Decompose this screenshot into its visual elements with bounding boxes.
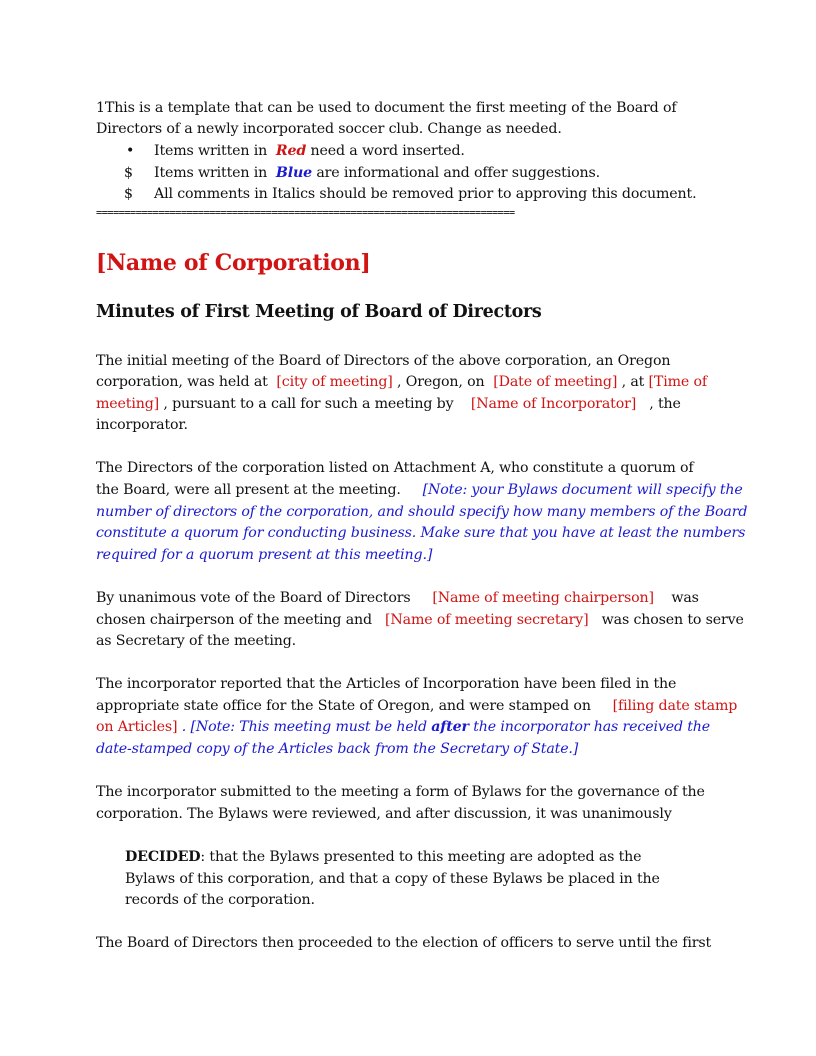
p5-line-1: The incorporator submitted to the meeting a form of Bylaws for the governance of the (96, 784, 705, 800)
p4-line-1: The incorporator reported that the Articles of Incorporation have been filed in the (96, 676, 677, 692)
bullet-dollar-icon: $ (124, 165, 134, 181)
p5-line-2: corporation. The Bylaws were reviewed, and after discussion, it was unanimously (96, 806, 672, 822)
corporation-title: [Name of Corporation] (96, 250, 371, 276)
p3-line-3: as Secretary of the meeting. (96, 633, 297, 649)
p4-line-3: on Articles] . [Note: This meeting must be held after the incorporator has received the (96, 719, 711, 735)
p2-line-1: The Directors of the corporation listed on Attachment A, who constitute a quorum of (96, 460, 694, 476)
p1-line-3: meeting] , pursuant to a call for such a meeting by [Name of Incorporator] , the (96, 396, 681, 412)
bullet-item-blue: Items written in Blue are informational and offer suggestions. (154, 165, 600, 181)
p2-line-5: required for a quorum present at this meeting.] (96, 547, 433, 563)
p1-line-2: corporation, was held at [city of meeting] , Oregon, on [Date of meeting] , at [Time of (96, 374, 708, 390)
decided-line-3: records of the corporation. (125, 892, 315, 908)
minutes-heading: Minutes of First Meeting of Board of Directors (96, 302, 542, 322)
separator-rule: ========================================================================== (96, 207, 515, 219)
decided-line-2: Bylaws of this corporation, and that a copy of these Bylaws be placed in the (125, 871, 660, 887)
p3-line-2: chosen chairperson of the meeting and [Name of meeting secretary] was chosen to serve (96, 612, 744, 628)
p4-line-2: appropriate state office for the State of Oregon, and were stamped on [filing date stamp (96, 698, 738, 714)
intro-line-1: 1This is a template that can be used to document the first meeting of the Board of (96, 100, 677, 116)
p2-line-4: constitute a quorum for conducting business. Make sure that you have at least the numbers (96, 525, 746, 541)
bullet-dollar-icon: $ (124, 186, 134, 202)
p2-line-3: number of directors of the corporation, and should specify how many members of the Board (96, 504, 748, 520)
p6-line-1: The Board of Directors then proceeded to the election of officers to serve until the first (96, 935, 712, 951)
p3-line-1: By unanimous vote of the Board of Directors [Name of meeting chairperson] was (96, 590, 699, 606)
bullet-dot-icon: • (126, 143, 135, 159)
intro-line-2: Directors of a newly incorporated soccer club. Change as needed. (96, 121, 562, 137)
decided-line-1: DECIDED: that the Bylaws presented to this meeting are adopted as the (125, 849, 642, 865)
p4-line-4: date-stamped copy of the Articles back from the Secretary of State.] (96, 741, 579, 757)
p2-line-2: the Board, were all present at the meeting. [Note: your Bylaws document will specify the (96, 482, 743, 498)
bullet-item-red: Items written in Red need a word inserted. (154, 143, 465, 159)
p1-line-1: The initial meeting of the Board of Directors of the above corporation, an Oregon (96, 353, 671, 369)
p1-line-4: incorporator. (96, 417, 188, 433)
decided-label: DECIDED (125, 849, 201, 865)
bullet-item-italics: All comments in Italics should be removed prior to approving this document. (154, 186, 697, 202)
